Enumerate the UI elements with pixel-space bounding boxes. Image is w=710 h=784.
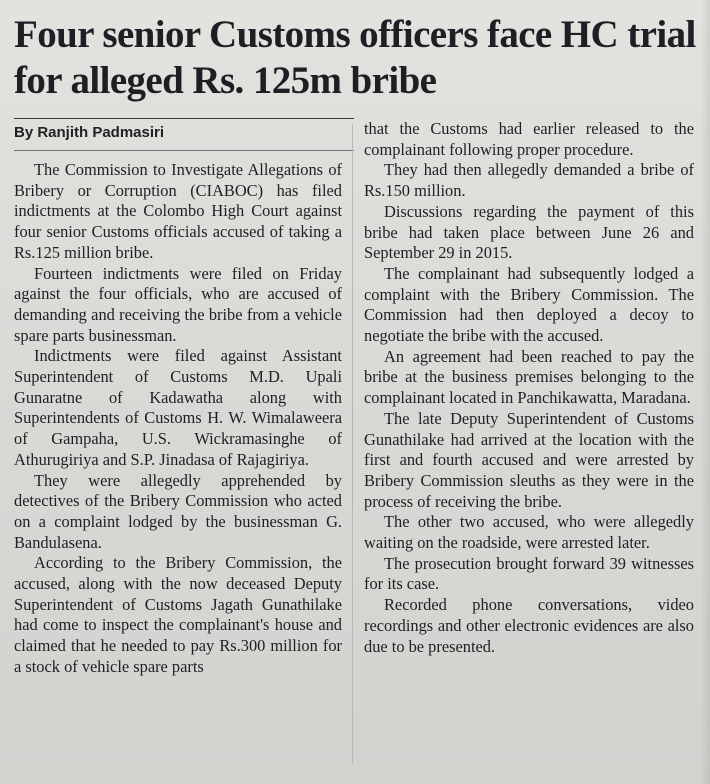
paragraph: The prosecution brought forward 39 witnesses for its case. <box>364 553 694 594</box>
paragraph: They had then allegedly demanded a bribe of Rs.150 million. <box>364 160 694 201</box>
article-column-1 <box>14 160 342 678</box>
paragraph: The Commission to Investigate Allegations of Bribery or Corruption (CIABOC) has filed indictments at the Colombo High Court against four senior Customs officials accused of taking a Rs.125 million bribe. <box>14 160 342 262</box>
paragraph: Indictments were filed against Assistant Superintendent of Customs M.D. Upali Gunaratne of Kadawatha along with Superintendents of Customs H. W. Wimalaweera of Gampaha, U.S. Wickramasinghe of Athurugiriya and S.P. Jinadasa of Rajagiriya. <box>14 346 342 469</box>
paragraph: The late Deputy Superintendent of Customs Gunathilake had arrived at the location with the first and fourth accused and were arrested by Bribery Commission sleuths as they were in the process of receiving the bribe. <box>364 408 694 511</box>
headline-rule <box>14 118 354 119</box>
article-column-2 <box>364 119 694 657</box>
paragraph: The other two accused, who were allegedly waiting on the roadside, were arrested later. <box>364 512 694 553</box>
paragraph: An agreement had been reached to pay the bribe at the business premises belonging to the complainant located in Panchikawatta, Maradana. <box>364 346 694 408</box>
paragraph: They were allegedly apprehended by detectives of the Bribery Commission who acted on a complaint lodged by the businessman G. Bandulasena. <box>14 470 342 552</box>
byline-rule <box>14 150 354 151</box>
paragraph: Recorded phone conversations, video recordings and other electronic evidences are also due to be presented. <box>364 595 694 656</box>
paragraph: Fourteen indictments were filed on Friday against the four officials, who are accused of demanding and receiving the bribe from a vehicle spare parts businessman. <box>14 263 342 345</box>
paragraph: According to the Bribery Commission, the accused, along with the now deceased Deputy Superintendent of Customs Jagath Gunathilake had come to inspect the complainant's house and claimed that he needed to pay Rs.300 million for a stock of vehicle spare parts <box>14 553 342 676</box>
page-edge-shadow <box>700 0 710 784</box>
byline: By Ranjith Padmasiri <box>14 124 165 141</box>
headline: Four senior Customs officers face HC trial for alleged Rs. 125m bribe <box>14 13 696 102</box>
paragraph-continuation: that the Customs had earlier released to the complainant following proper procedure. <box>364 119 694 159</box>
paragraph: Discussions regarding the payment of this bribe had taken place between June 26 and September 29 in 2015. <box>364 201 694 263</box>
column-divider <box>352 124 353 764</box>
paragraph: The complainant had subsequently lodged a complaint with the Bribery Commission. The Commission had then deployed a decoy to negotiate the bribe with the accused. <box>364 263 694 346</box>
